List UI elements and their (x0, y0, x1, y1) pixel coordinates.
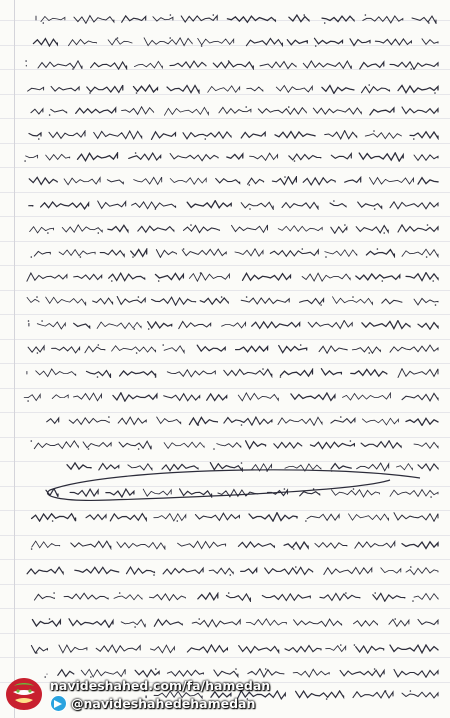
ruled-line (0, 339, 450, 340)
handwritten-line (20, 296, 440, 306)
handwritten-line (40, 416, 440, 426)
handwritten-line (22, 566, 440, 576)
site-url[interactable]: navideshahed.com/fa/hamedan (50, 678, 271, 693)
ruled-line (0, 290, 450, 291)
handwritten-line (22, 130, 440, 140)
handwritten-line (26, 618, 440, 628)
handwritten-line (20, 60, 440, 70)
telegram-row[interactable] (50, 695, 255, 712)
handwritten-line (20, 392, 440, 402)
telegram-icon (50, 695, 67, 712)
ruled-line (0, 608, 450, 609)
ruled-line (0, 510, 450, 511)
handwritten-line (22, 440, 440, 450)
ruled-line (0, 437, 450, 438)
signature-stroke (30, 468, 430, 508)
handwritten-line (24, 106, 440, 116)
handwritten-line (24, 320, 440, 330)
handwritten-line (26, 644, 440, 654)
handwritten-line (22, 84, 440, 94)
handwritten-line (30, 14, 438, 24)
handwritten-line (22, 272, 440, 282)
handwritten-line (22, 512, 440, 522)
ruled-line (0, 633, 450, 634)
ruled-line (0, 412, 450, 413)
handwritten-line (22, 37, 440, 47)
ruled-line (0, 388, 450, 389)
handwritten-line (22, 176, 440, 186)
ruled-line (0, 535, 450, 536)
watermark-footer (0, 672, 450, 718)
ruled-line (0, 216, 450, 217)
navide-shahed-logo-icon (4, 676, 44, 712)
handwritten-line (20, 152, 440, 162)
ruled-line (0, 118, 450, 119)
ruled-line (0, 657, 450, 658)
ruled-line (0, 167, 450, 168)
ruled-line (0, 314, 450, 315)
margin-line (14, 0, 15, 718)
handwritten-line (22, 224, 440, 234)
ruled-line (0, 559, 450, 560)
telegram-handle[interactable]: @navideshahedehamedan (71, 696, 256, 711)
ruled-line (0, 143, 450, 144)
ruled-line (0, 265, 450, 266)
ruled-line (0, 363, 450, 364)
handwritten-line (22, 200, 440, 210)
ruled-line (0, 241, 450, 242)
ruled-line (0, 584, 450, 585)
handwritten-line (22, 592, 440, 602)
handwritten-line (20, 248, 440, 258)
ruled-line (0, 192, 450, 193)
handwritten-line (22, 368, 440, 378)
handwritten-line (24, 540, 440, 550)
handwritten-line (22, 344, 440, 354)
